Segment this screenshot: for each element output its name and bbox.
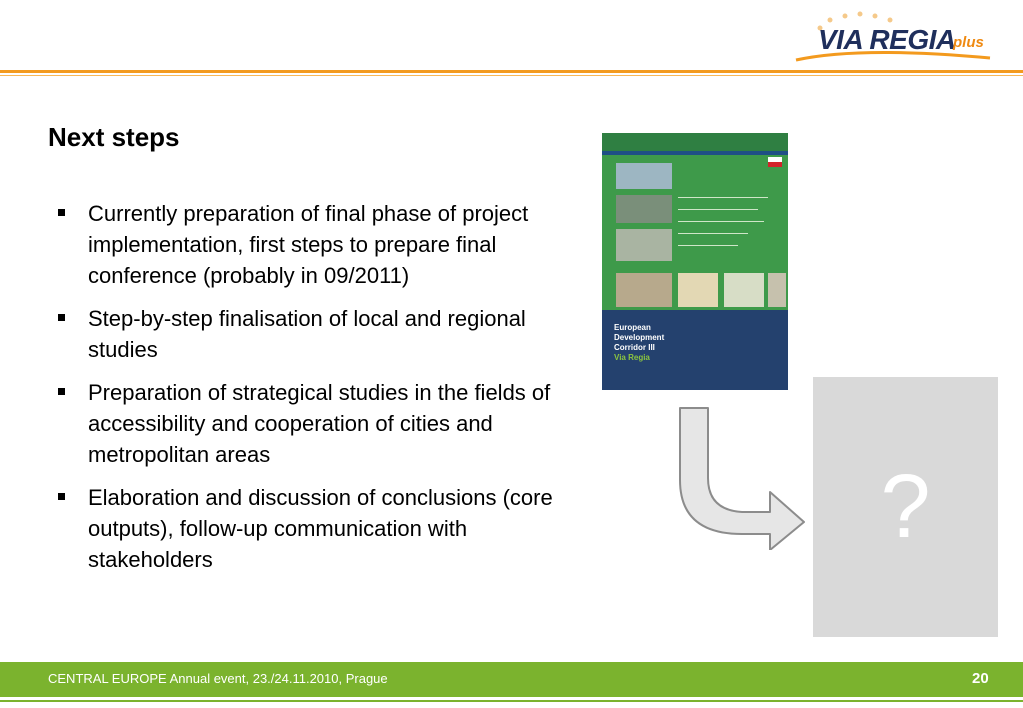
header-divider xyxy=(0,70,1023,73)
bullet-square-icon xyxy=(58,314,65,321)
bullet-list xyxy=(58,198,588,587)
cover-line: Via Regia xyxy=(614,353,650,362)
bullet-square-icon xyxy=(58,388,65,395)
page-number: 20 xyxy=(972,670,989,687)
cover-photo xyxy=(768,273,786,307)
cover-photo xyxy=(616,195,672,223)
cover-line: European xyxy=(614,323,651,332)
bullet-text: Currently preparation of final phase of project implementation, first steps to prepare final conference (probably in 09/2011) xyxy=(88,201,529,288)
cover-text xyxy=(614,323,664,363)
cover-line: Development xyxy=(614,333,665,342)
bullet-item xyxy=(58,482,588,575)
cover-blue-stripe xyxy=(602,151,788,155)
bullet-square-icon xyxy=(58,493,65,500)
bullet-text: Step-by-step finalisation of local and regional studies xyxy=(88,306,526,362)
logo-text: VIA REGIA xyxy=(818,24,956,55)
logo-plus-text: plus xyxy=(953,34,984,51)
cover-photo xyxy=(616,229,672,261)
cover-photo xyxy=(616,163,672,189)
question-placeholder-box xyxy=(813,377,998,637)
curved-arrow-icon xyxy=(672,400,812,550)
bullet-item xyxy=(58,198,588,291)
bullet-item xyxy=(58,377,588,470)
header-divider-thin xyxy=(0,75,1023,76)
cover-map-image xyxy=(724,273,764,307)
bullet-text: Elaboration and discussion of conclusions (core outputs), follow-up communication with stakeholders xyxy=(88,485,553,572)
slide-title: Next steps xyxy=(48,122,180,152)
cover-photo xyxy=(616,273,672,307)
bullet-item xyxy=(58,303,588,365)
bullet-text: Preparation of strategical studies in the fields of accessibility and cooperation of cities and metropolitan areas xyxy=(88,380,551,467)
cover-map-image xyxy=(678,273,718,307)
cover-line: Corridor III xyxy=(614,343,655,352)
question-mark-icon: ? xyxy=(880,456,931,557)
cover-top-band xyxy=(602,133,788,151)
poland-flag-icon xyxy=(768,157,782,167)
footer-bottom-line xyxy=(0,700,1023,702)
bullet-square-icon xyxy=(58,209,65,216)
brochure-cover-image xyxy=(602,133,788,390)
footer-text: CENTRAL EUROPE Annual event, 23./24.11.2010, Prague xyxy=(48,671,388,686)
